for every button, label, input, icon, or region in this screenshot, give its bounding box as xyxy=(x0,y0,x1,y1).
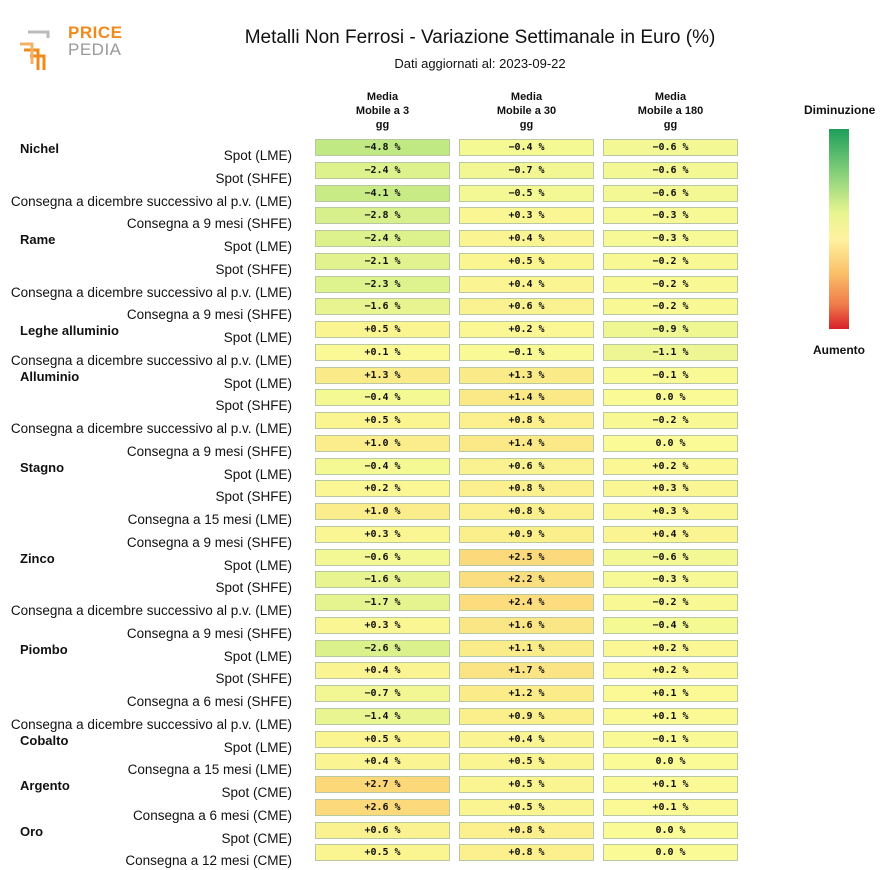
heatmap-cell: +0.8 % xyxy=(459,503,594,520)
column-header-line: Mobile a 180 xyxy=(637,105,704,117)
heatmap-cell: +2.6 % xyxy=(315,799,450,816)
heatmap-cell: +0.2 % xyxy=(603,458,738,475)
heatmap-cell: +0.2 % xyxy=(315,480,450,497)
group-label: Cobalto xyxy=(20,732,69,748)
heatmap-cell: +0.8 % xyxy=(459,822,594,839)
heatmap-cell: −0.6 % xyxy=(603,139,738,156)
heatmap-cell: +0.4 % xyxy=(459,230,594,247)
heatmap-cell: +0.3 % xyxy=(603,503,738,520)
column-header xyxy=(315,90,450,132)
column-header xyxy=(459,90,594,132)
heatmap-cell: −1.4 % xyxy=(315,708,450,725)
heatmap-cell: −0.6 % xyxy=(603,185,738,202)
row-label: Spot (SHFE) xyxy=(215,398,292,414)
logo-text-pedia: PEDIA xyxy=(68,40,122,59)
row-label: Consegna a 15 mesi (LME) xyxy=(127,762,292,778)
row-label: Consegna a dicembre successivo al p.v. (LME) xyxy=(10,421,292,436)
heatmap-cell: 0.0 % xyxy=(603,753,738,770)
heatmap-cell: +0.8 % xyxy=(459,412,594,429)
chart-title: Metalli Non Ferrosi - Variazione Settimanale in Euro (%) xyxy=(244,27,716,48)
row-label: Spot (SHFE) xyxy=(215,580,292,596)
heatmap-cell: +1.3 % xyxy=(459,367,594,384)
row-label: Consegna a 12 mesi (CME) xyxy=(125,853,292,869)
heatmap-cell: +1.2 % xyxy=(459,685,594,702)
heatmap-cell: −4.8 % xyxy=(315,139,450,156)
row-label: Consegna a 9 mesi (SHFE) xyxy=(126,307,292,323)
heatmap-cell: +0.5 % xyxy=(459,753,594,770)
group-label: Zinco xyxy=(20,550,55,566)
heatmap-cell: −0.7 % xyxy=(315,685,450,702)
heatmap-cell: −0.2 % xyxy=(603,276,738,293)
row-label: Spot (LME) xyxy=(223,739,292,755)
heatmap-cell: +0.3 % xyxy=(459,207,594,224)
row-label: Spot (SHFE) xyxy=(215,671,292,687)
row-label: Spot (LME) xyxy=(223,648,292,664)
heatmap-cell: −1.6 % xyxy=(315,571,450,588)
heatmap-cell: +0.1 % xyxy=(603,685,738,702)
heatmap-cell: +0.2 % xyxy=(459,321,594,338)
heatmap-cell: +1.0 % xyxy=(315,503,450,520)
heatmap-cell: +0.9 % xyxy=(459,708,594,725)
column-header-line: Media xyxy=(366,91,399,103)
row-label: Consegna a 9 mesi (SHFE) xyxy=(126,443,292,459)
heatmap-cell: −0.2 % xyxy=(603,412,738,429)
heatmap-cell: −0.1 % xyxy=(603,731,738,748)
row-label: Spot (SHFE) xyxy=(215,489,292,505)
heatmap-cell: −0.4 % xyxy=(315,389,450,406)
row-label: Consegna a 9 mesi (SHFE) xyxy=(126,625,292,641)
heatmap-cell: −0.1 % xyxy=(459,344,594,361)
heatmap-cell: −1.6 % xyxy=(315,298,450,315)
heatmap-cell: +0.5 % xyxy=(315,412,450,429)
heatmap-cell: −0.9 % xyxy=(603,321,738,338)
heatmap-cell: +0.6 % xyxy=(459,298,594,315)
row-label: Spot (CME) xyxy=(221,830,292,846)
heatmap-cell: −1.1 % xyxy=(603,344,738,361)
heatmap-cell: −0.1 % xyxy=(603,367,738,384)
heatmap-cell: +0.5 % xyxy=(459,776,594,793)
group-label: Oro xyxy=(20,823,44,839)
row-label: Spot (SHFE) xyxy=(215,170,292,186)
heatmap-cell: +1.0 % xyxy=(315,435,450,452)
heatmap-cell: −0.6 % xyxy=(603,549,738,566)
row-label: Consegna a dicembre successivo al p.v. (LME) xyxy=(10,716,292,732)
heatmap-cell: −0.3 % xyxy=(603,207,738,224)
heatmap-cell: +0.5 % xyxy=(459,253,594,270)
heatmap-cell: −2.4 % xyxy=(315,162,450,179)
heatmap-cell: 0.0 % xyxy=(603,844,738,861)
heatmap-cell: +0.9 % xyxy=(459,526,594,543)
column-header-line: gg xyxy=(663,119,678,131)
heatmap-cell: +1.4 % xyxy=(459,389,594,406)
heatmap-cell: +0.1 % xyxy=(603,776,738,793)
heatmap-cell: +1.1 % xyxy=(459,640,594,657)
heatmap-cell: +0.4 % xyxy=(315,662,450,679)
heatmap-cell: −0.2 % xyxy=(603,298,738,315)
heatmap-cell: +2.5 % xyxy=(459,549,594,566)
row-label: Consegna a dicembre successivo al p.v. (LME) xyxy=(10,352,292,368)
row-label: Spot (LME) xyxy=(223,239,292,254)
heatmap-cell: +1.7 % xyxy=(459,662,594,679)
heatmap-cell: −2.8 % xyxy=(315,207,450,224)
heatmap-cell: +2.2 % xyxy=(459,571,594,588)
heatmap-cell: −4.1 % xyxy=(315,185,450,202)
group-label: Leghe alluminio xyxy=(20,323,119,338)
heatmap-cell: +0.3 % xyxy=(315,617,450,634)
legend-bottom-label: Aumento xyxy=(813,343,865,357)
heatmap-cell: −0.4 % xyxy=(459,139,594,156)
heatmap-cell: −0.3 % xyxy=(603,571,738,588)
heatmap-cell: +0.8 % xyxy=(459,844,594,861)
heatmap-cell: +0.5 % xyxy=(315,844,450,861)
heatmap-cell: +0.5 % xyxy=(315,321,450,338)
column-header xyxy=(603,90,738,132)
column-header-line: gg xyxy=(375,119,390,131)
row-label: Spot (LME) xyxy=(223,330,292,345)
heatmap-cell: +2.7 % xyxy=(315,776,450,793)
row-label: Spot (SHFE) xyxy=(215,261,292,277)
heatmap-cell: +0.1 % xyxy=(603,708,738,725)
heatmap-cell: −0.6 % xyxy=(315,549,450,566)
heatmap-cell: +0.2 % xyxy=(603,662,738,679)
column-header-line: Media xyxy=(654,91,687,103)
row-label: Consegna a 9 mesi (SHFE) xyxy=(126,534,292,550)
logo-text-price: PRICE xyxy=(68,23,123,42)
heatmap-cell: +0.4 % xyxy=(459,276,594,293)
row-label: Consegna a dicembre successivo al p.v. (LME) xyxy=(10,193,292,209)
heatmap-cell: −0.4 % xyxy=(603,617,738,634)
row-label: Consegna a 9 mesi (SHFE) xyxy=(126,216,292,232)
heatmap-cell: +1.4 % xyxy=(459,435,594,452)
heatmap-cell: −0.4 % xyxy=(315,458,450,475)
row-label: Spot (LME) xyxy=(223,466,292,482)
group-label: Rame xyxy=(20,232,56,247)
row-label: Spot (LME) xyxy=(223,148,292,163)
row-label: Consegna a 15 mesi (LME) xyxy=(127,512,292,527)
heatmap-cell: +0.2 % xyxy=(603,640,738,657)
group-label: Nichel xyxy=(20,141,60,156)
row-label: Consegna a dicembre successivo al p.v. (LME) xyxy=(10,284,292,300)
column-header-line: Media xyxy=(510,91,543,103)
heatmap-cell: −0.2 % xyxy=(603,253,738,270)
heatmap-cell: +0.8 % xyxy=(459,480,594,497)
group-label: Argento xyxy=(20,778,70,793)
heatmap-cell: +0.6 % xyxy=(459,458,594,475)
heatmap-cell: 0.0 % xyxy=(603,822,738,839)
heatmap-cell: +0.5 % xyxy=(459,799,594,816)
row-label: Consegna a 6 mesi (SHFE) xyxy=(126,694,292,709)
heatmap-cell: +0.1 % xyxy=(315,344,450,361)
row-label: Spot (LME) xyxy=(223,557,292,573)
heatmap-cell: −2.4 % xyxy=(315,230,450,247)
group-label: Stagno xyxy=(20,459,65,475)
legend-top-label: Diminuzione xyxy=(804,103,876,117)
heatmap-cell: 0.0 % xyxy=(603,435,738,452)
heatmap-cell: −0.2 % xyxy=(603,594,738,611)
heatmap-cell: +0.3 % xyxy=(603,480,738,497)
heatmap-cell: −2.3 % xyxy=(315,276,450,293)
row-label: Spot (LME) xyxy=(223,375,292,391)
heatmap-cell: 0.0 % xyxy=(603,389,738,406)
legend-color-bar xyxy=(829,129,849,329)
chart-subtitle: Dati aggiornati al: 2023-09-22 xyxy=(394,56,566,71)
heatmap-cell: +0.4 % xyxy=(603,526,738,543)
heatmap-cell: −0.7 % xyxy=(459,162,594,179)
heatmap-cell: +0.5 % xyxy=(315,731,450,748)
heatmap-cell: +0.3 % xyxy=(315,526,450,543)
group-label: Piombo xyxy=(20,641,68,657)
heatmap-cell: +2.4 % xyxy=(459,594,594,611)
column-header-line: gg xyxy=(519,119,534,131)
heatmap-cell: +0.4 % xyxy=(459,731,594,748)
heatmap-cell: −2.1 % xyxy=(315,253,450,270)
heatmap-cell: +1.6 % xyxy=(459,617,594,634)
heatmap-cell: +1.3 % xyxy=(315,367,450,384)
heatmap-cell: −0.3 % xyxy=(603,230,738,247)
row-label: Consegna a dicembre successivo al p.v. (LME) xyxy=(10,603,292,618)
heatmap-cell: −0.5 % xyxy=(459,185,594,202)
heatmap-cell: −2.6 % xyxy=(315,640,450,657)
heatmap-cell: −0.6 % xyxy=(603,162,738,179)
heatmap-cell: +0.4 % xyxy=(315,753,450,770)
heatmap-cell: −1.7 % xyxy=(315,594,450,611)
column-header-line: Mobile a 30 xyxy=(496,105,557,117)
row-label: Spot (CME) xyxy=(221,785,292,800)
heatmap-cell: +0.6 % xyxy=(315,822,450,839)
heatmap-cell: +0.1 % xyxy=(603,799,738,816)
row-label: Consegna a 6 mesi (CME) xyxy=(132,807,292,823)
group-label: Alluminio xyxy=(20,368,80,384)
column-header-line: Mobile a 3 xyxy=(355,105,410,117)
